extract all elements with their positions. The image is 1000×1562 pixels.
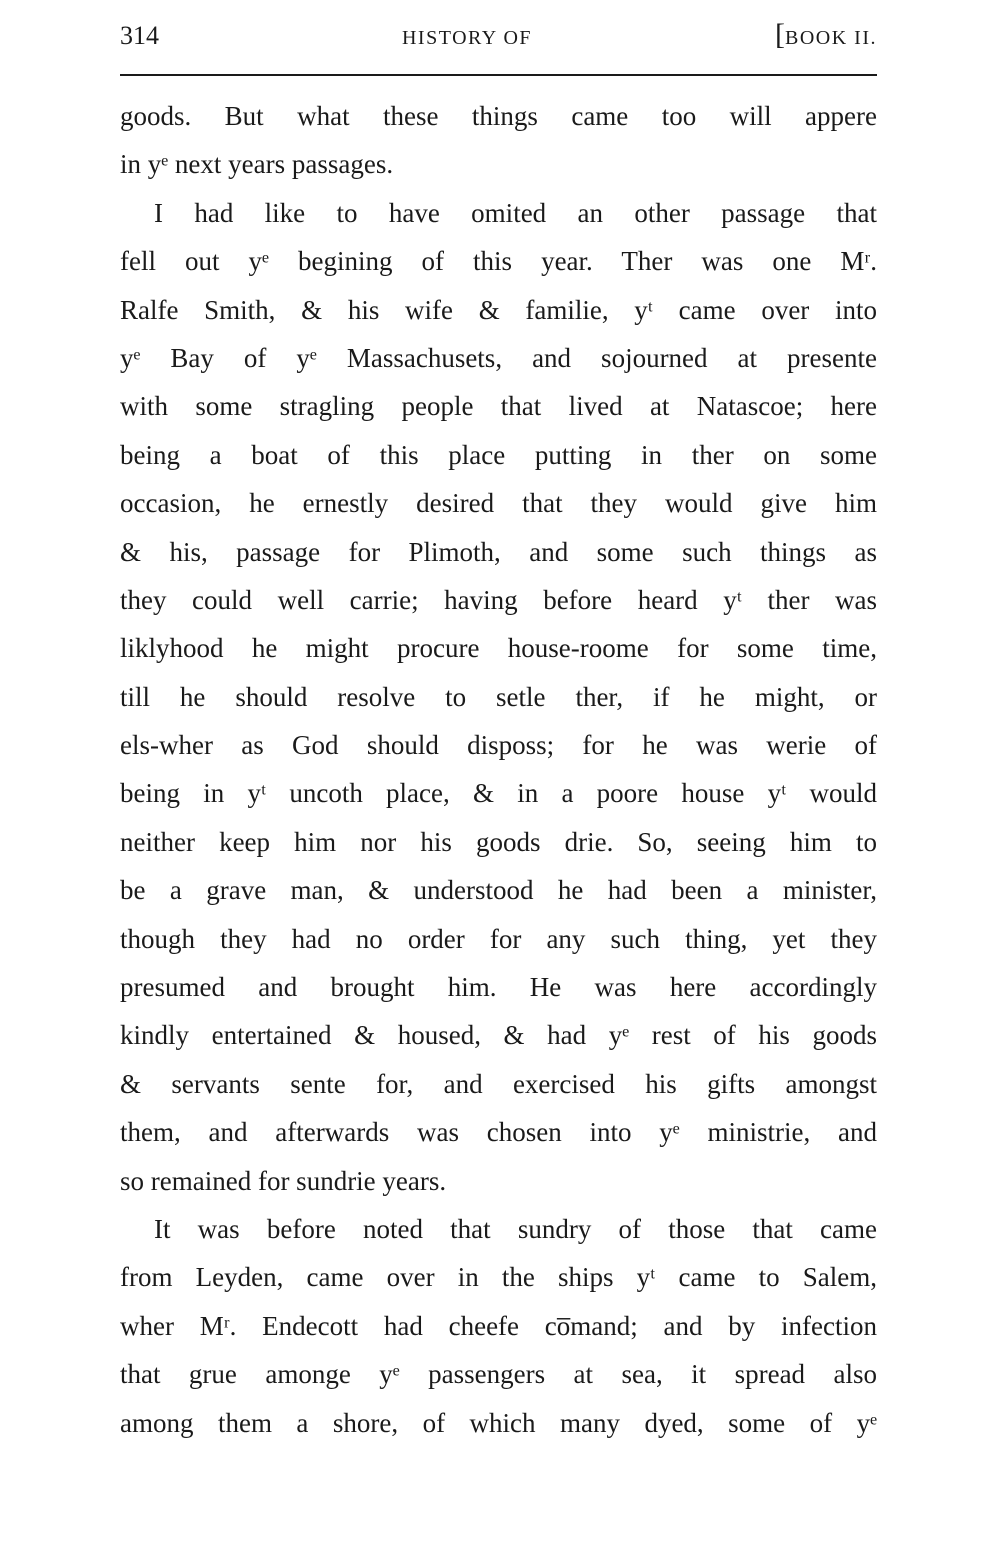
text-line: be a grave man, & understood he had been a minister, — [120, 875, 877, 906]
text-line: fell out yᵉ begining of this year. Ther was one Mʳ. — [120, 246, 877, 277]
text-line: in yᵉ next years passages. — [120, 149, 394, 180]
text-line: being a boat of this place putting in ther on some — [120, 439, 877, 470]
page-header — [120, 18, 877, 58]
text-line: goods. But what these things came too will appere — [120, 101, 877, 131]
text-line: It was before noted that sundry of those that came — [154, 1213, 877, 1244]
text-line: that grue amonge yᵉ passengers at sea, it spread also — [120, 1359, 877, 1390]
text-line: they could well carrie; having before heard yᵗ ther was — [120, 584, 877, 615]
text-line: neither keep him nor his goods drie. So, seeing him to — [120, 826, 877, 857]
text-line: & servants sente for, and exercised his gifts amongst — [120, 1068, 877, 1099]
body-text — [120, 92, 877, 1447]
text-line: kindly entertained & housed, & had yᵉ rest of his goods — [120, 1020, 877, 1051]
book-label: BOOK II. — [785, 27, 877, 49]
text-line: els-wher as God should disposs; for he was werie of — [120, 730, 877, 761]
book-label-group — [775, 18, 877, 52]
book-page — [120, 18, 877, 1447]
text-line: with some stragling people that lived at Natascoe; here — [120, 391, 877, 422]
text-line: though they had no order for any such thing, yet they — [120, 923, 877, 954]
text-line: Ralfe Smith, & his wife & familie, yᵗ came over into — [120, 294, 877, 325]
page-number: 314 — [120, 21, 159, 50]
text-line: & his, passage for Plimoth, and some such things as — [120, 536, 877, 567]
text-line: yᵉ Bay of yᵉ Massachusets, and sojourned at presente — [120, 342, 877, 373]
text-line: till he should resolve to setle ther, if he might, or — [120, 681, 877, 712]
text-line: so remained for sundrie years. — [120, 1165, 447, 1196]
text-line: among them a shore, of which many dyed, some of yᵉ — [120, 1407, 877, 1438]
text-line: I had like to have omited an other passage that — [154, 197, 877, 228]
text-line: being in yᵗ uncoth place, & in a poore house yᵗ would — [120, 778, 877, 809]
text-line: liklyhood he might procure house-roome for some time, — [120, 633, 877, 664]
text-line: them, and afterwards was chosen into yᵉ ministrie, and — [120, 1117, 877, 1148]
running-title: HISTORY OF — [401, 27, 533, 49]
book-bracket: [ — [775, 18, 785, 51]
text-line: occasion, he ernestly desired that they would give him — [120, 488, 877, 519]
text-line: from Leyden, came over in the ships yᵗ came to Salem, — [120, 1262, 877, 1293]
header-rule — [120, 74, 877, 76]
text-line: presumed and brought him. He was here accordingly — [120, 972, 877, 1003]
text-line: wher Mʳ. Endecott had cheefe co̅mand; and by infection — [120, 1310, 877, 1341]
